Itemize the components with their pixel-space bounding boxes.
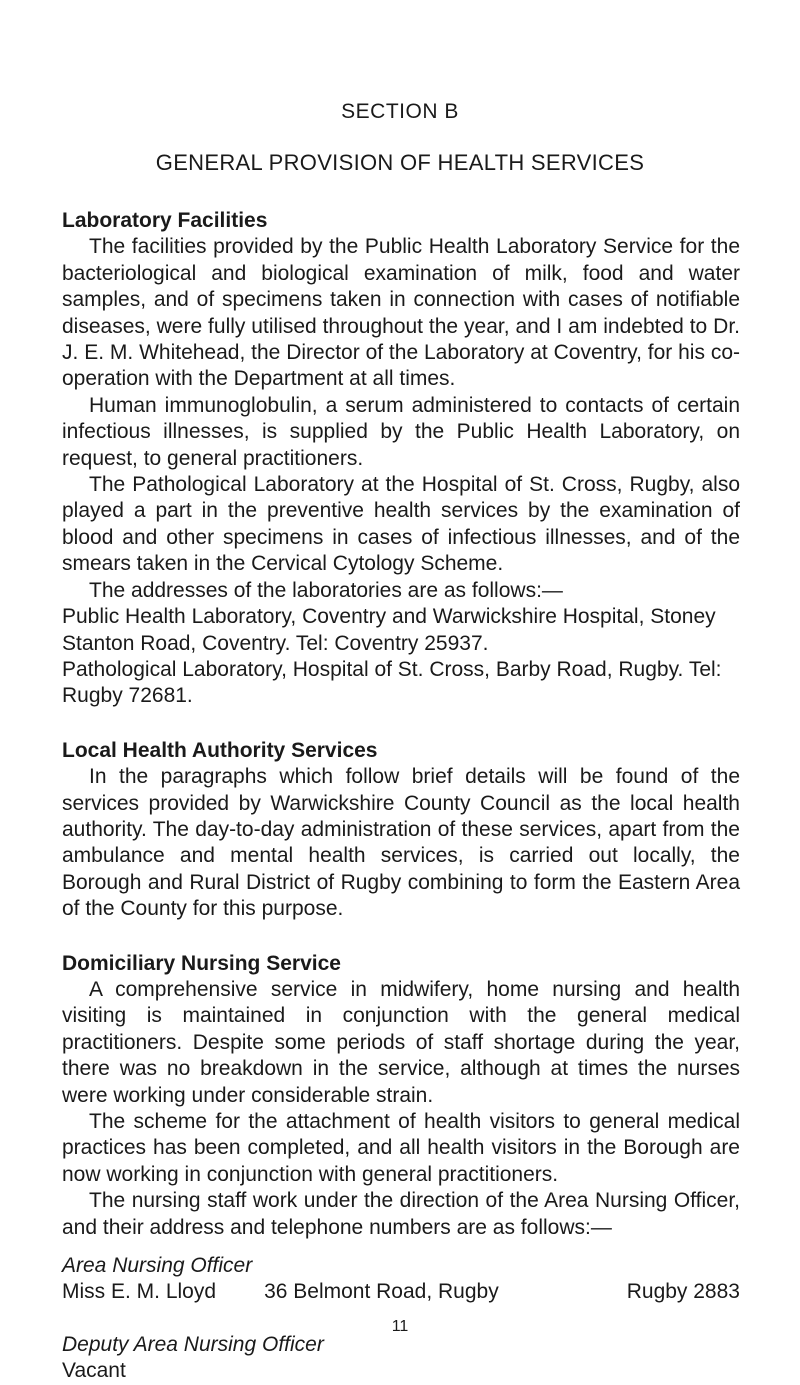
area-nursing-officer-phone: Rugby 2883 <box>626 1280 740 1304</box>
heading-laboratory-facilities: Laboratory Facilities <box>62 209 268 232</box>
page-title: GENERAL PROVISION OF HEALTH SERVICES <box>155 150 645 175</box>
heading-domiciliary-nursing: Domiciliary Nursing Service <box>62 951 341 975</box>
paragraph-immunoglobulin: Human immunoglobulin, a serum administered to contacts of certain infectious illnesses, is supplied by the Public Health Laboratory, on request, to general practitioners. <box>62 393 740 470</box>
paragraph-nursing-staff-direction: The nursing staff work under the direction of the Area Nursing Officer, and their address and telephone numbers are as follows:— <box>62 1189 740 1239</box>
area-nursing-officer-title: Area Nursing Officer <box>62 1254 253 1278</box>
paragraph-pathological-laboratory: The Pathological Laboratory at the Hospital of St. Cross, Rugby, also played a part in the preventive health services by the examination of blood and other specimens in cases of infectious illnesses, and of the smears taken in the Cervical Cytology Scheme. <box>62 473 740 576</box>
area-nursing-officer-contact <box>62 1279 740 1305</box>
page-number: 11 <box>391 1318 409 1335</box>
deputy-area-nursing-officer-name: Vacant <box>62 1359 126 1383</box>
area-nursing-officer-address: 36 Belmont Road, Rugby <box>264 1280 499 1304</box>
spacer <box>62 1241 740 1253</box>
deputy-area-nursing-officer-title: Deputy Area Nursing Officer <box>62 1332 324 1356</box>
spacer <box>62 923 740 951</box>
spacer <box>62 710 740 738</box>
paragraph-laboratory-addresses-intro: The addresses of the laboratories are as follows:— <box>89 578 563 602</box>
heading-local-health-authority: Local Health Authority Services <box>62 738 378 762</box>
paragraph-comprehensive-service: A comprehensive service in midwifery, home nursing and health visiting is maintained in conjunction with the general medical practitioners. Despite some periods of staff shortage during the year, there was no breakdown in the service, although at times the nurses were working under considerable strain. <box>62 977 740 1107</box>
section-label: SECTION B <box>341 100 459 123</box>
address-public-health-laboratory: Public Health Laboratory, Coventry and Warwickshire Hospital, Stoney Stanton Road, Coventry. Tel: Coventry 25937. <box>62 605 716 655</box>
paragraph-local-health-services: In the paragraphs which follow brief details will be found of the services provided by Warwickshire County Council as the local health authority. The day-to-day administration of these services, apart from the ambulance and mental health services, is carried out locally, the Borough and Rural District of Rugby combining to form the Eastern Area of the County for this purpose. <box>62 765 740 921</box>
document-body <box>62 208 740 1385</box>
address-pathological-laboratory: Pathological Laboratory, Hospital of St. Cross, Barby Road, Rugby. Tel: Rugby 72681. <box>62 657 722 708</box>
paragraph-laboratory-service: The facilities provided by the Public Health Laboratory Service for the bacteriological and biological examination of milk, food and water samples, and of specimens taken in connection with cases of notifiable diseases, were fully utilised throughout the year, and I am indebted to Dr. J. E. M. Whitehead, the Director of the Laboratory at Coventry, for his co-operation with the Department at all times. <box>62 235 740 391</box>
area-nursing-officer-name: Miss E. M. Lloyd <box>62 1280 217 1304</box>
paragraph-health-visitors-scheme: The scheme for the attachment of health visitors to general medical practices has been completed, and all health visitors in the Borough are now working in conjunction with general practitioners. <box>62 1110 740 1186</box>
